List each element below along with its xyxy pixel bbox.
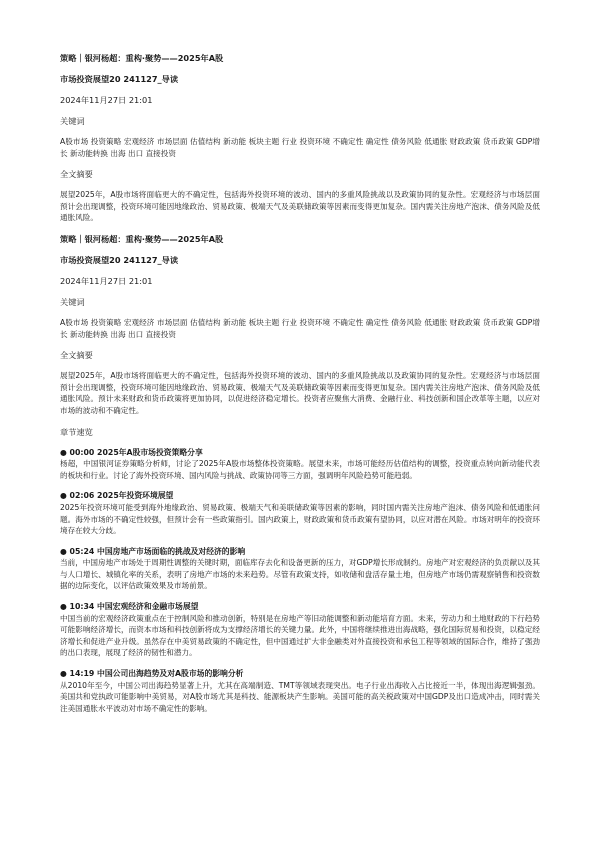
article-subtitle: 市场投资展望20 241127_导读	[60, 74, 179, 84]
chapter-item	[60, 447, 540, 482]
chapter-title: ● 02:06 2025年投资环境展望	[60, 491, 174, 501]
keywords-text: A股市场 投资策略 宏观经济 市场层面 估值结构 新动能 板块主题 行业 投资环境 不确定性 确定性 债务风险 低通胀 财政政策 货币政策 GDP增长 新动能转换 出海 出口 直接投资	[60, 137, 540, 158]
chapter-item	[60, 490, 540, 536]
summary-text-repeat: 展望2025年，A股市场将面临更大的不确定性，包括海外投资环境的波动、国内的多重风险挑战以及政策协同的复杂性。宏观经济与市场层面预计会出现调整，投资环境可能因地缘政治、贸易政策、极端天气及美联储政策等因素而变得更加复杂。国内需关注房地产泡沫、债务风险及低通胀风险。预计未来财政和货币政策将更加协同，以促进经济稳定增长。投资者应聚焦大消费、金融行业、科技创新和国企改革等主题，以应对市场的波动和不确定性。	[60, 371, 540, 415]
chapter-text: 当前，中国房地产市场处于周期性调整的关键时期，面临库存去化和设备更新的压力，对GDP增长形成制约。房地产对宏观经济的负贡献以及其与人口增长、城镇化率的关系，表明了房地产市场的未来趋势。尽管有政策支持，如收储和盘活存量土地，但房地产市场仍需观察销售和投资数据的边际变化，以评估政策效果及市场前景。	[60, 558, 540, 591]
document-page	[60, 52, 540, 714]
article-datetime-repeat: 2024年11月27日 21:01	[60, 275, 153, 286]
chapter-item	[60, 546, 540, 592]
summary-heading: 全文摘要	[60, 169, 93, 180]
keywords-heading-repeat: 关键词	[60, 296, 85, 307]
chapter-title: ● 00:00 2025年A股市场投资策略分享	[60, 447, 203, 457]
chapter-text: 杨超，中国银河证券策略分析师，讨论了2025年A股市场整体投资策略。展望未来，市场可能经历估值结构的调整，投资重点转向新动能代表的板块和行业。讨论了海外投资环境、国内风险与挑战、政策协同等三方面，强调明年风险趋势可能趋弱。	[60, 459, 540, 480]
chapter-text: 中国当前的宏观经济政策重点在于控制风险和推动创新，特别是在房地产等旧动能调整和新动能培育方面。未来，劳动力和土地财政的下行趋势可能影响经济增长，而资本市场和科技创新将成为支撑经济增长的关键力量。此外，中国将继续推进出海战略，强化国际贸易和投资，以稳定经济增长和促进产业升级。虽然存在中美贸易政策的不确定性，但中国通过扩大非金融类对外直接投资和承包工程等领域的国际合作，维持了强劲的出口表现，展现了经济的韧性和潜力。	[60, 613, 540, 658]
article-subtitle-repeat: 市场投资展望20 241127_导读	[60, 254, 179, 265]
chapter-title: ● 05:24 中国房地产市场面临的挑战及对经济的影响	[60, 546, 246, 556]
chapter-title: ● 10:34 中国宏观经济和金融市场展望	[60, 602, 199, 612]
chapter-item	[60, 601, 540, 659]
keywords-text-repeat: A股市场 投资策略 宏观经济 市场层面 估值结构 新动能 板块主题 行业 投资环境 不确定性 确定性 债务风险 低通胀 财政政策 货币政策 GDP增长 新动能转换 出海 出口 直接投资	[60, 317, 540, 339]
chapter-title: ● 14:19 中国公司出海趋势及对A股市场的影响分析	[60, 669, 244, 679]
keywords-heading: 关键词	[60, 116, 85, 126]
article-title: 策略｜银河杨超：重构·聚势——2025年A股	[60, 53, 224, 63]
summary-text: 展望2025年，A股市场将面临更大的不确定性，包括海外投资环境的波动、国内的多重风险挑战以及政策协同的复杂性。宏观经济与市场层面预计会出现调整，投资环境可能因地缘政治、贸易政策、极端天气及美联储政策等因素而变得更加复杂。国内需关注房地产泡沫、债务风险及低通胀风险。	[60, 190, 540, 223]
chapter-text: 2025年投资环境可能受到海外地缘政治、贸易政策、极端天气和美联储政策等因素的影响，同时国内需关注房地产泡沫、债务风险和低通胀问题。海外市场的不确定性较强，但预计会有一些政策指引。国内政策上，财政政策和货币政策有望协同，以应对潜在风险。市场对明年的投资环境存在较大分歧。	[60, 502, 540, 536]
article-datetime: 2024年11月27日 21:01	[60, 95, 153, 105]
article-title-repeat: 策略｜银河杨超：重构·聚势——2025年A股	[60, 233, 224, 244]
summary-heading-repeat: 全文摘要	[60, 350, 93, 361]
chapter-text: 从2010年至今，中国公司出海趋势显著上升，尤其在高端制造、TMT等领域表现突出。电子行业出海收入占比接近一半，体现出海逻辑强劲。美国共和党执政可能影响中美贸易，对A股市场尤其是科技、能源板块产生影响。美国可能的高关税政策对中国GDP及出口造成冲击，同时需关注美国通胀水平波动对市场不确定性的影响。	[60, 680, 540, 713]
chapter-item	[60, 668, 540, 714]
chapters-heading: 章节速览	[60, 426, 93, 437]
